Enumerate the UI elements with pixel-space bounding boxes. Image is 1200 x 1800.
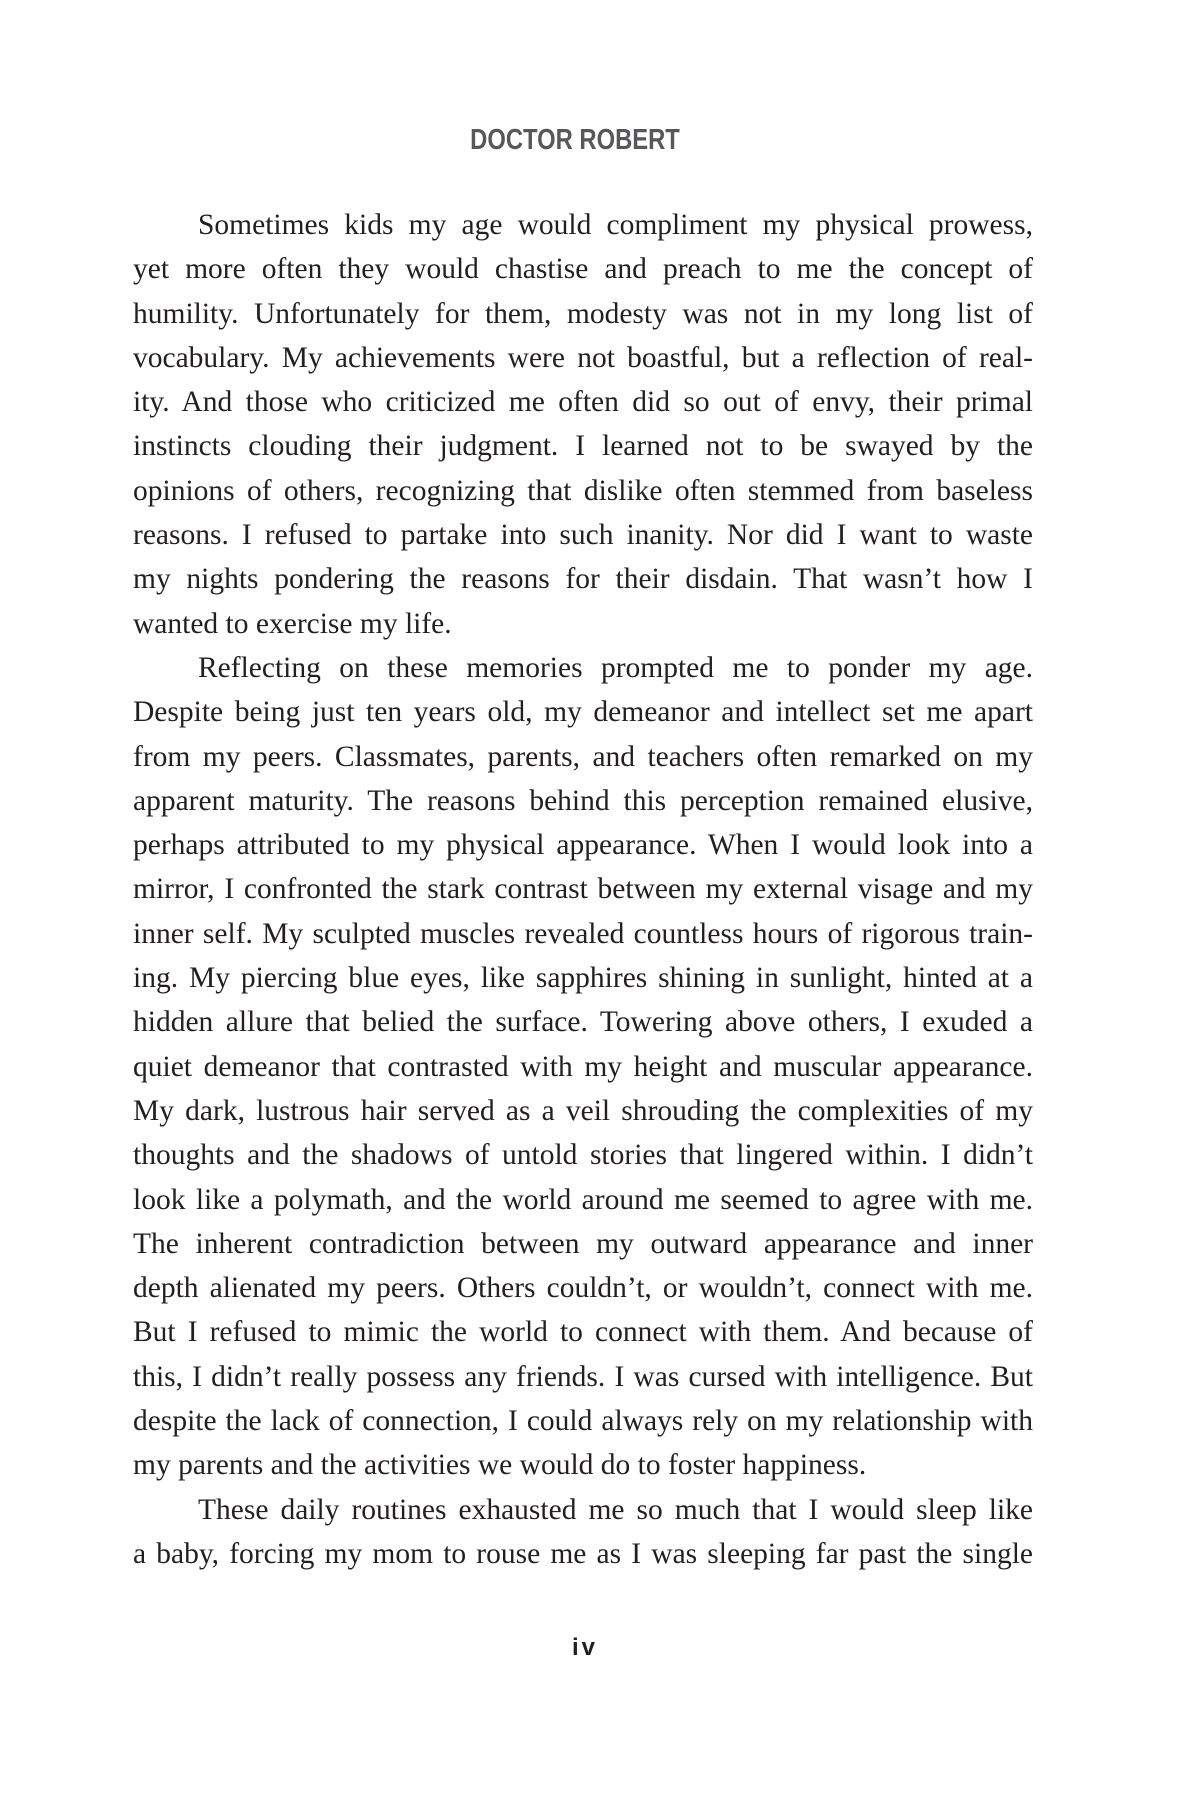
text-line: humility. Unfortunately for them, modesty was not in my long list of xyxy=(133,297,1033,330)
text-line: My dark, lustrous hair served as a veil shrouding the complexities of my xyxy=(133,1094,1033,1127)
text-line: These daily routines exhausted me so much that I would sleep like xyxy=(198,1493,1033,1526)
text-line: depth alienated my peers. Others couldn’t, or wouldn’t, connect with me. xyxy=(133,1272,1033,1305)
text-line: Sometimes kids my age would compliment my physical prowess, xyxy=(198,209,1033,241)
paragraph xyxy=(133,646,1033,1488)
running-head-title: DOCTOR ROBERT xyxy=(470,124,680,156)
text-line: my parents and the activities we would do to foster happiness. xyxy=(133,1449,867,1482)
text-line: ing. My piercing blue eyes, like sapphires shining in sunlight, hinted at a xyxy=(133,962,1033,995)
text-line: ity. And those who criticized me often did so out of envy, their primal xyxy=(133,386,1033,419)
text-line: wanted to exercise my life. xyxy=(133,607,452,640)
text-line: my nights pondering the reasons for their disdain. That wasn’t how I xyxy=(133,563,1033,596)
page-number: iv xyxy=(571,1634,598,1661)
text-line: vocabulary. My achievements were not boastful, but a reflection of real- xyxy=(133,341,1033,374)
text-line: perhaps attributed to my physical appearance. When I would look into a xyxy=(133,829,1033,862)
text-line: inner self. My sculpted muscles revealed countless hours of rigorous train- xyxy=(133,917,1033,950)
text-line: this, I didn’t really possess any friends. I was cursed with intelligence. But xyxy=(133,1360,1033,1393)
text-line: reasons. I refused to partake into such inanity. Nor did I want to waste xyxy=(133,519,1033,552)
paragraph xyxy=(133,1488,1033,1577)
text-line: from my peers. Classmates, parents, and teachers often remarked on my xyxy=(133,740,1033,773)
text-line: hidden allure that belied the surface. Towering above others, I exuded a xyxy=(133,1006,1033,1039)
text-line: apparent maturity. The reasons behind this perception remained elusive, xyxy=(133,784,1033,817)
text-line: opinions of others, recognizing that dislike often stemmed from baseless xyxy=(133,474,1033,507)
text-line: The inherent contradiction between my outward appearance and inner xyxy=(133,1227,1033,1260)
text-line: quiet demeanor that contrasted with my height and muscular appearance. xyxy=(133,1050,1033,1083)
text-line: yet more often they would chastise and preach to me the concept of xyxy=(133,253,1033,286)
text-line: look like a polymath, and the world around me seemed to agree with me. xyxy=(133,1183,1033,1216)
body-text xyxy=(133,203,1033,1576)
text-line: Despite being just ten years old, my demeanor and intellect set me apart xyxy=(133,696,1033,729)
text-line: instincts clouding their judgment. I learned not to be swayed by the xyxy=(133,430,1033,463)
text-line: a baby, forcing my mom to rouse me as I was sleeping far past the single xyxy=(133,1537,1033,1570)
paragraph xyxy=(133,203,1033,646)
text-line: thoughts and the shadows of untold stories that lingered within. I didn’t xyxy=(133,1139,1033,1172)
text-line: mirror, I confronted the stark contrast between my external visage and my xyxy=(133,873,1033,906)
text-line: But I refused to mimic the world to connect with them. And because of xyxy=(133,1316,1033,1349)
text-line: despite the lack of connection, I could always rely on my relationship with xyxy=(133,1405,1033,1438)
text-line: Reflecting on these memories prompted me to ponder my age. xyxy=(198,651,1033,684)
